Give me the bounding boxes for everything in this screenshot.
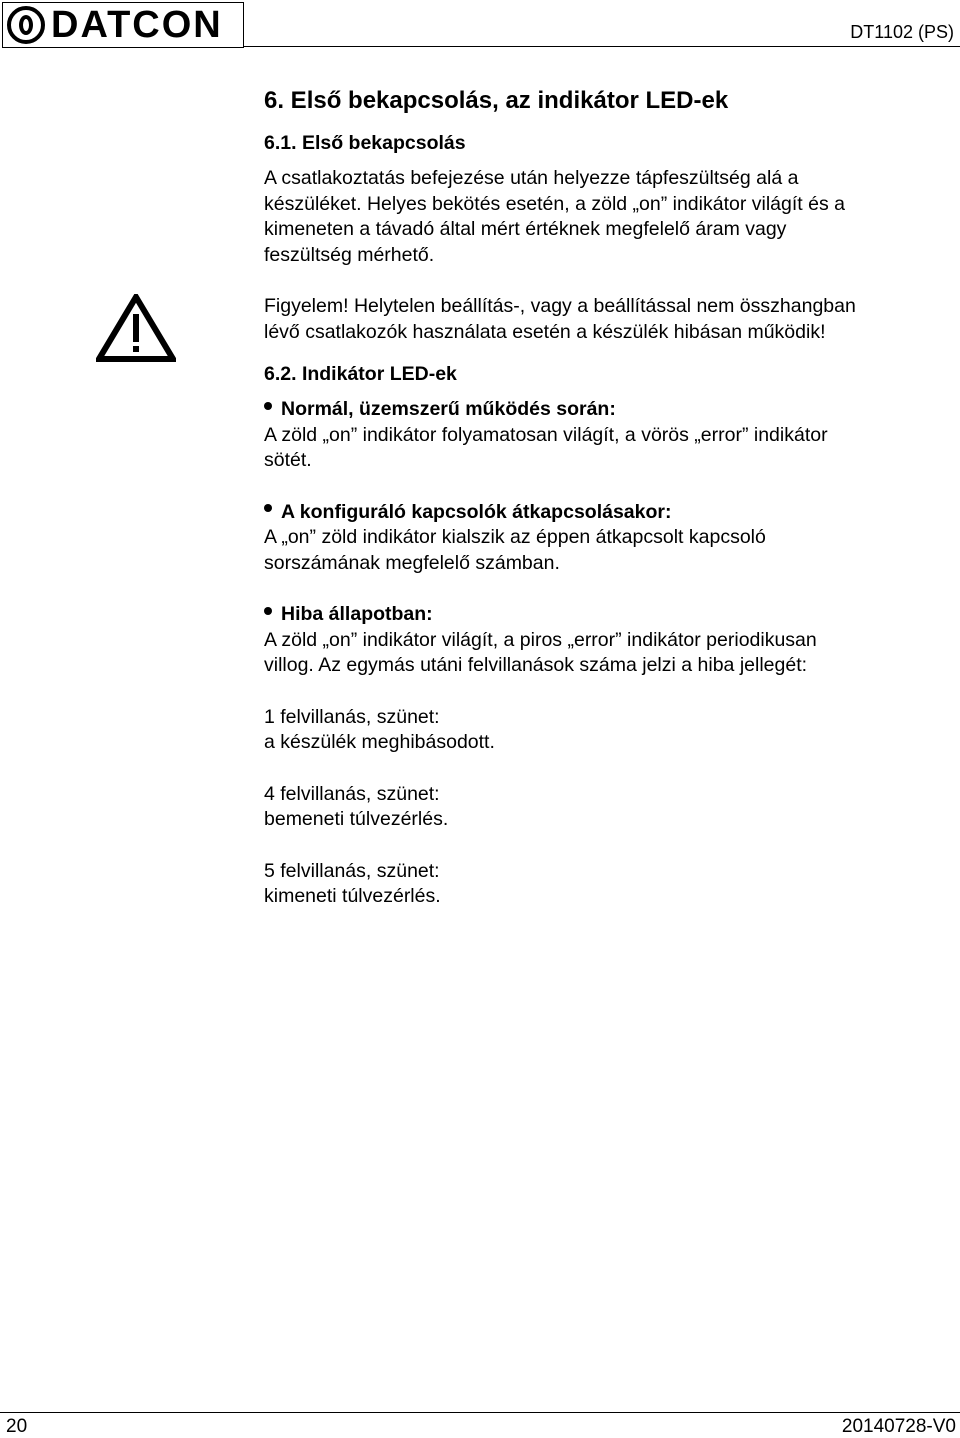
bullet-error-state [264,602,950,679]
error-code-5 [264,859,950,910]
header-divider [244,46,960,47]
bullet-text: A „on” zöld indikátor kialszik az éppen átkapcsolt kapcsoló sorszámának megfelelő számban. [264,526,766,574]
bullet-text: A zöld „on” indikátor világít, a piros „error” indikátor periodikusan villog. Az egymás utáni felvillanások száma jelzi a hiba jellegét: [264,628,817,676]
error-code-meaning: kimeneti túlvezérlés. [264,885,441,907]
bullet-icon [264,607,272,615]
bullet-icon [264,504,272,512]
subsection-title-first-power-on: 6.1. Első bekapcsolás [264,132,466,154]
bullet-heading: Normál, üzemszerű működés során: [281,398,616,420]
page-number: 20 [6,1416,28,1437]
footer-divider [0,1412,960,1413]
section-title: 6. Első bekapcsolás, az indikátor LED-ek [264,87,729,114]
bullet-heading: A konfiguráló kapcsolók átkapcsolásakor: [281,500,672,523]
error-code-label: 1 felvillanás, szünet: [264,705,440,728]
error-code-meaning: bemeneti túlvezérlés. [264,808,449,830]
bullet-normal-operation [264,397,950,474]
error-code-label: 4 felvillanás, szünet: [264,782,440,805]
error-code-4 [264,782,950,833]
datcon-logo [2,2,244,48]
warning-triangle-icon [96,294,176,362]
error-code-1 [264,705,950,756]
error-code-label: 5 felvillanás, szünet: [264,859,440,882]
first-power-on-paragraph: A csatlakoztatás befejezése után helyezze tápfeszültség alá a készüléket. Helyes bekötés esetén, a zöld „on” indikátor világít és a kimeneten a távadó által mért értéknek megfelelő áram vagy feszültség mérhető. [264,167,845,266]
bullet-text: A zöld „on” indikátor folyamatosan világít, a vörös „error” indikátor sötét. [264,423,828,471]
warning-text: Figyelem! Helytelen beállítás-, vagy a beállítással nem összhangban lévő csatlakozók használata esetén a készülék hibásan működik! [264,295,856,343]
bullet-heading: Hiba állapotban: [281,603,433,625]
datcon-logo-icon [7,6,45,44]
error-code-meaning: a készülék meghibásodott. [264,731,495,753]
subsection-title-indicator-leds: 6.2. Indikátor LED-ek [264,363,457,385]
bullet-icon [264,402,272,410]
document-code: DT1102 (PS) [850,22,954,42]
document-version: 20140728-V0 [841,1416,956,1437]
logo-text: DATCON [51,4,223,46]
page-content [264,86,950,910]
bullet-switch-reconfiguration [264,500,950,577]
